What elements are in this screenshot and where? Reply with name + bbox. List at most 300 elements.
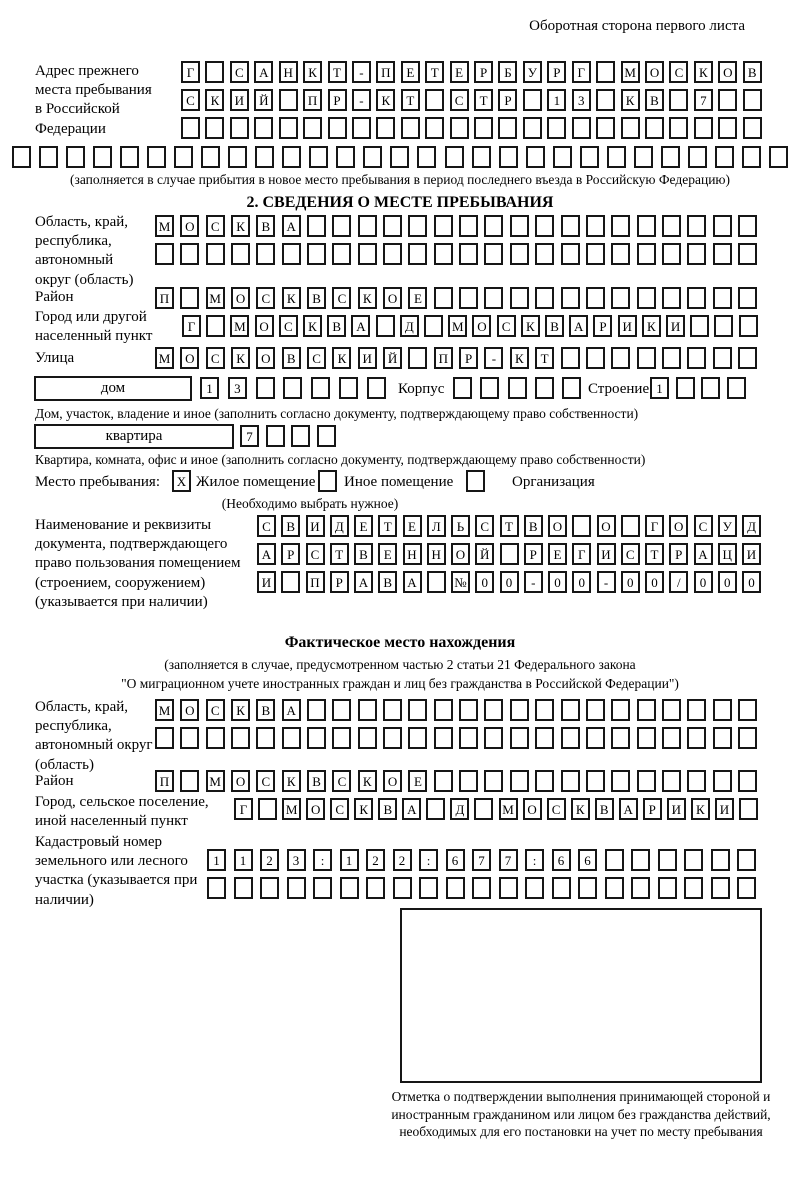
char-box[interactable] xyxy=(718,117,737,139)
char-box[interactable]: 0 xyxy=(475,571,494,593)
char-box[interactable] xyxy=(258,798,277,820)
char-box[interactable]: А xyxy=(282,215,301,237)
char-box[interactable]: О xyxy=(180,215,199,237)
char-box[interactable] xyxy=(637,287,656,309)
char-box[interactable] xyxy=(256,243,275,265)
char-box[interactable] xyxy=(739,798,758,820)
char-box[interactable] xyxy=(738,699,757,721)
char-box[interactable]: 0 xyxy=(572,571,591,593)
char-box[interactable]: О xyxy=(718,61,737,83)
char-box[interactable] xyxy=(662,727,681,749)
char-box[interactable] xyxy=(311,377,330,399)
char-box[interactable] xyxy=(231,727,250,749)
char-box[interactable] xyxy=(12,146,31,168)
char-box[interactable] xyxy=(535,377,554,399)
char-box[interactable]: Р xyxy=(524,543,543,565)
char-box[interactable]: И xyxy=(597,543,616,565)
char-box[interactable] xyxy=(586,347,605,369)
char-box[interactable] xyxy=(688,146,707,168)
char-box[interactable]: Т xyxy=(330,543,349,565)
char-box[interactable] xyxy=(282,727,301,749)
char-box[interactable] xyxy=(255,146,274,168)
char-box[interactable]: П xyxy=(434,347,453,369)
char-box[interactable] xyxy=(287,877,306,899)
char-box[interactable]: Г xyxy=(234,798,253,820)
char-box[interactable] xyxy=(586,287,605,309)
char-box[interactable] xyxy=(611,727,630,749)
char-box[interactable] xyxy=(459,287,478,309)
char-box[interactable]: К xyxy=(376,89,395,111)
char-box[interactable] xyxy=(634,146,653,168)
char-box[interactable] xyxy=(484,243,503,265)
char-box[interactable]: Р xyxy=(498,89,517,111)
char-box[interactable] xyxy=(352,117,371,139)
char-box[interactable] xyxy=(713,727,732,749)
char-box[interactable] xyxy=(363,146,382,168)
char-box[interactable]: - xyxy=(524,571,543,593)
char-box[interactable] xyxy=(234,877,253,899)
char-box[interactable]: Р xyxy=(330,571,349,593)
char-box[interactable]: У xyxy=(523,61,542,83)
char-box[interactable]: - xyxy=(597,571,616,593)
char-box[interactable] xyxy=(572,117,591,139)
char-box[interactable] xyxy=(631,877,650,899)
char-box[interactable] xyxy=(510,770,529,792)
char-box[interactable] xyxy=(552,877,571,899)
char-box[interactable] xyxy=(658,849,677,871)
char-box[interactable] xyxy=(472,877,491,899)
char-box[interactable]: К xyxy=(231,215,250,237)
char-box[interactable] xyxy=(180,243,199,265)
char-box[interactable] xyxy=(155,727,174,749)
char-box[interactable]: С xyxy=(257,515,276,537)
char-box[interactable]: Р xyxy=(328,89,347,111)
char-box[interactable]: М xyxy=(206,770,225,792)
char-box[interactable]: Т xyxy=(474,89,493,111)
char-box[interactable] xyxy=(383,727,402,749)
char-box[interactable]: С xyxy=(206,347,225,369)
char-box[interactable] xyxy=(596,89,615,111)
char-box[interactable] xyxy=(769,146,788,168)
char-box[interactable]: 7 xyxy=(499,849,518,871)
char-box[interactable]: А xyxy=(619,798,638,820)
char-box[interactable]: Н xyxy=(427,543,446,565)
char-box[interactable] xyxy=(523,117,542,139)
char-box[interactable]: К xyxy=(358,287,377,309)
char-box[interactable]: 0 xyxy=(548,571,567,593)
char-box[interactable] xyxy=(669,89,688,111)
char-box[interactable] xyxy=(206,315,225,337)
char-box[interactable]: А xyxy=(569,315,588,337)
char-box[interactable]: Р xyxy=(474,61,493,83)
char-box[interactable] xyxy=(453,377,472,399)
char-box[interactable]: Й xyxy=(475,543,494,565)
char-box[interactable] xyxy=(180,727,199,749)
char-box[interactable] xyxy=(738,347,757,369)
char-box[interactable]: № xyxy=(451,571,470,593)
char-box[interactable]: М xyxy=(621,61,640,83)
char-box[interactable] xyxy=(687,699,706,721)
char-box[interactable]: 2 xyxy=(260,849,279,871)
char-box[interactable]: П xyxy=(306,571,325,593)
char-box[interactable] xyxy=(523,89,542,111)
char-box[interactable]: О xyxy=(255,315,274,337)
char-box[interactable]: 1 xyxy=(650,377,669,399)
char-box[interactable] xyxy=(313,877,332,899)
char-box[interactable]: П xyxy=(155,287,174,309)
char-box[interactable]: К xyxy=(303,61,322,83)
char-box[interactable]: О xyxy=(383,287,402,309)
char-box[interactable] xyxy=(459,215,478,237)
char-box[interactable] xyxy=(484,727,503,749)
char-box[interactable]: С xyxy=(332,770,351,792)
char-box[interactable] xyxy=(687,287,706,309)
char-box[interactable]: Й xyxy=(383,347,402,369)
char-box[interactable] xyxy=(605,849,624,871)
char-box[interactable]: : xyxy=(525,849,544,871)
char-box[interactable] xyxy=(687,243,706,265)
char-box[interactable] xyxy=(742,146,761,168)
char-box[interactable]: Ц xyxy=(718,543,737,565)
char-box[interactable] xyxy=(687,215,706,237)
char-box[interactable]: И xyxy=(618,315,637,337)
char-box[interactable] xyxy=(715,146,734,168)
char-box[interactable]: О xyxy=(645,61,664,83)
stay-type-checkbox-residential[interactable]: X xyxy=(172,470,191,492)
char-box[interactable] xyxy=(684,877,703,899)
char-box[interactable] xyxy=(535,770,554,792)
char-box[interactable] xyxy=(713,215,732,237)
char-box[interactable]: В xyxy=(354,543,373,565)
char-box[interactable] xyxy=(434,727,453,749)
char-box[interactable] xyxy=(459,727,478,749)
char-box[interactable] xyxy=(419,877,438,899)
char-box[interactable]: Т xyxy=(535,347,554,369)
char-box[interactable]: 6 xyxy=(446,849,465,871)
char-box[interactable] xyxy=(279,89,298,111)
char-box[interactable]: М xyxy=(155,215,174,237)
char-box[interactable] xyxy=(500,543,519,565)
char-box[interactable] xyxy=(93,146,112,168)
char-box[interactable] xyxy=(366,877,385,899)
char-box[interactable]: Е xyxy=(401,61,420,83)
char-box[interactable] xyxy=(201,146,220,168)
char-box[interactable] xyxy=(434,699,453,721)
char-box[interactable] xyxy=(535,727,554,749)
char-box[interactable] xyxy=(472,146,491,168)
char-box[interactable] xyxy=(738,287,757,309)
char-box[interactable] xyxy=(307,215,326,237)
char-box[interactable]: И xyxy=(306,515,325,537)
char-box[interactable] xyxy=(645,117,664,139)
char-box[interactable] xyxy=(687,727,706,749)
char-box[interactable] xyxy=(535,699,554,721)
char-box[interactable]: Е xyxy=(354,515,373,537)
char-box[interactable] xyxy=(459,699,478,721)
char-box[interactable] xyxy=(690,315,709,337)
char-box[interactable]: О xyxy=(472,315,491,337)
char-box[interactable] xyxy=(303,117,322,139)
char-box[interactable] xyxy=(358,215,377,237)
char-box[interactable]: О xyxy=(306,798,325,820)
char-box[interactable] xyxy=(510,215,529,237)
char-box[interactable] xyxy=(256,727,275,749)
char-box[interactable]: И xyxy=(667,798,686,820)
char-box[interactable] xyxy=(181,117,200,139)
char-box[interactable] xyxy=(484,699,503,721)
char-box[interactable]: М xyxy=(206,287,225,309)
char-box[interactable]: 0 xyxy=(694,571,713,593)
char-box[interactable]: В xyxy=(307,287,326,309)
char-box[interactable]: С xyxy=(256,287,275,309)
char-box[interactable] xyxy=(408,215,427,237)
char-box[interactable]: А xyxy=(351,315,370,337)
char-box[interactable] xyxy=(281,571,300,593)
char-box[interactable]: 1 xyxy=(340,849,359,871)
char-box[interactable] xyxy=(307,243,326,265)
char-box[interactable]: Е xyxy=(548,543,567,565)
char-box[interactable] xyxy=(605,877,624,899)
char-box[interactable]: М xyxy=(499,798,518,820)
char-box[interactable] xyxy=(586,727,605,749)
char-box[interactable]: Т xyxy=(500,515,519,537)
char-box[interactable]: И xyxy=(257,571,276,593)
char-box[interactable] xyxy=(66,146,85,168)
char-box[interactable] xyxy=(661,146,680,168)
char-box[interactable] xyxy=(637,243,656,265)
char-box[interactable] xyxy=(401,117,420,139)
char-box[interactable]: 0 xyxy=(621,571,640,593)
char-box[interactable] xyxy=(611,215,630,237)
char-box[interactable]: С xyxy=(256,770,275,792)
char-box[interactable]: К xyxy=(282,287,301,309)
stay-type-checkbox-organization[interactable] xyxy=(466,470,485,492)
char-box[interactable] xyxy=(408,727,427,749)
char-box[interactable] xyxy=(738,727,757,749)
char-box[interactable] xyxy=(637,215,656,237)
char-box[interactable] xyxy=(279,117,298,139)
char-box[interactable] xyxy=(332,699,351,721)
char-box[interactable]: О xyxy=(231,287,250,309)
char-box[interactable]: Т xyxy=(378,515,397,537)
char-box[interactable]: О xyxy=(180,347,199,369)
char-box[interactable] xyxy=(474,117,493,139)
char-box[interactable] xyxy=(510,243,529,265)
char-box[interactable]: К xyxy=(231,699,250,721)
char-box[interactable] xyxy=(713,699,732,721)
char-box[interactable]: С xyxy=(230,61,249,83)
char-box[interactable] xyxy=(383,243,402,265)
char-box[interactable] xyxy=(383,699,402,721)
char-box[interactable] xyxy=(662,287,681,309)
char-box[interactable] xyxy=(266,425,285,447)
char-box[interactable]: В xyxy=(378,798,397,820)
char-box[interactable] xyxy=(727,377,746,399)
char-box[interactable] xyxy=(180,770,199,792)
char-box[interactable] xyxy=(561,287,580,309)
char-box[interactable]: И xyxy=(230,89,249,111)
char-box[interactable] xyxy=(206,243,225,265)
char-box[interactable] xyxy=(307,727,326,749)
char-box[interactable] xyxy=(205,61,224,83)
char-box[interactable] xyxy=(743,89,762,111)
char-box[interactable] xyxy=(662,347,681,369)
char-box[interactable]: 0 xyxy=(500,571,519,593)
char-box[interactable]: С xyxy=(694,515,713,537)
char-box[interactable]: С xyxy=(206,215,225,237)
char-box[interactable] xyxy=(713,347,732,369)
char-box[interactable] xyxy=(562,377,581,399)
char-box[interactable] xyxy=(508,377,527,399)
char-box[interactable]: С xyxy=(279,315,298,337)
char-box[interactable] xyxy=(231,243,250,265)
char-box[interactable]: М xyxy=(448,315,467,337)
char-box[interactable] xyxy=(358,699,377,721)
char-box[interactable] xyxy=(547,117,566,139)
char-box[interactable] xyxy=(658,877,677,899)
char-box[interactable]: В xyxy=(256,215,275,237)
char-box[interactable]: С xyxy=(669,61,688,83)
char-box[interactable] xyxy=(718,89,737,111)
char-box[interactable]: О xyxy=(597,515,616,537)
char-box[interactable] xyxy=(701,377,720,399)
char-box[interactable] xyxy=(260,877,279,899)
char-box[interactable]: С xyxy=(450,89,469,111)
char-box[interactable] xyxy=(434,215,453,237)
char-box[interactable] xyxy=(561,347,580,369)
char-box[interactable]: С xyxy=(181,89,200,111)
stay-type-checkbox-other-premises[interactable] xyxy=(318,470,337,492)
char-box[interactable]: Д xyxy=(400,315,419,337)
char-box[interactable] xyxy=(120,146,139,168)
char-box[interactable]: К xyxy=(358,770,377,792)
char-box[interactable] xyxy=(459,243,478,265)
char-box[interactable]: С xyxy=(330,798,349,820)
char-box[interactable]: Г xyxy=(182,315,201,337)
char-box[interactable] xyxy=(230,117,249,139)
char-box[interactable]: В xyxy=(256,699,275,721)
char-box[interactable] xyxy=(510,699,529,721)
char-box[interactable]: 0 xyxy=(645,571,664,593)
char-box[interactable] xyxy=(427,571,446,593)
char-box[interactable] xyxy=(358,243,377,265)
char-box[interactable] xyxy=(586,215,605,237)
char-box[interactable] xyxy=(637,699,656,721)
char-box[interactable] xyxy=(535,287,554,309)
char-box[interactable]: 1 xyxy=(207,849,226,871)
char-box[interactable]: 6 xyxy=(578,849,597,871)
char-box[interactable]: А xyxy=(257,543,276,565)
char-box[interactable] xyxy=(499,877,518,899)
char-box[interactable] xyxy=(596,117,615,139)
char-box[interactable]: Н xyxy=(279,61,298,83)
char-box[interactable] xyxy=(206,727,225,749)
char-box[interactable]: Р xyxy=(669,543,688,565)
char-box[interactable]: В xyxy=(524,515,543,537)
char-box[interactable]: Е xyxy=(450,61,469,83)
char-box[interactable] xyxy=(498,117,517,139)
char-box[interactable]: К xyxy=(354,798,373,820)
char-box[interactable] xyxy=(484,215,503,237)
char-box[interactable] xyxy=(611,770,630,792)
char-box[interactable] xyxy=(459,770,478,792)
char-box[interactable] xyxy=(676,377,695,399)
char-box[interactable] xyxy=(561,699,580,721)
char-box[interactable] xyxy=(637,727,656,749)
char-box[interactable] xyxy=(426,798,445,820)
char-box[interactable] xyxy=(561,770,580,792)
char-box[interactable]: Е xyxy=(408,287,427,309)
char-box[interactable] xyxy=(631,849,650,871)
char-box[interactable]: О xyxy=(180,699,199,721)
char-box[interactable]: В xyxy=(595,798,614,820)
char-box[interactable] xyxy=(474,798,493,820)
char-box[interactable]: И xyxy=(666,315,685,337)
char-box[interactable] xyxy=(425,89,444,111)
char-box[interactable]: С xyxy=(332,287,351,309)
char-box[interactable] xyxy=(662,243,681,265)
char-box[interactable]: В xyxy=(545,315,564,337)
char-box[interactable]: Р xyxy=(459,347,478,369)
char-box[interactable]: К xyxy=(521,315,540,337)
char-box[interactable]: Е xyxy=(408,770,427,792)
char-box[interactable]: П xyxy=(376,61,395,83)
char-box[interactable] xyxy=(408,347,427,369)
char-box[interactable] xyxy=(607,146,626,168)
char-box[interactable] xyxy=(480,377,499,399)
char-box[interactable] xyxy=(336,146,355,168)
char-box[interactable]: С xyxy=(307,347,326,369)
char-box[interactable] xyxy=(332,727,351,749)
char-box[interactable]: : xyxy=(313,849,332,871)
char-box[interactable]: А xyxy=(694,543,713,565)
char-box[interactable] xyxy=(147,146,166,168)
char-box[interactable]: Г xyxy=(572,61,591,83)
char-box[interactable]: И xyxy=(358,347,377,369)
char-box[interactable]: К xyxy=(621,89,640,111)
char-box[interactable] xyxy=(572,515,591,537)
char-box[interactable] xyxy=(586,770,605,792)
char-box[interactable]: В xyxy=(327,315,346,337)
char-box[interactable] xyxy=(510,287,529,309)
char-box[interactable] xyxy=(291,425,310,447)
char-box[interactable] xyxy=(425,117,444,139)
char-box[interactable] xyxy=(535,215,554,237)
char-box[interactable] xyxy=(307,699,326,721)
char-box[interactable] xyxy=(393,877,412,899)
char-box[interactable] xyxy=(738,243,757,265)
char-box[interactable]: О xyxy=(451,543,470,565)
char-box[interactable]: 1 xyxy=(234,849,253,871)
char-box[interactable] xyxy=(687,347,706,369)
char-box[interactable] xyxy=(339,377,358,399)
char-box[interactable] xyxy=(484,770,503,792)
char-box[interactable] xyxy=(743,117,762,139)
char-box[interactable] xyxy=(694,117,713,139)
char-box[interactable]: К xyxy=(303,315,322,337)
char-box[interactable]: Г xyxy=(572,543,591,565)
char-box[interactable] xyxy=(525,877,544,899)
char-box[interactable] xyxy=(499,146,518,168)
char-box[interactable] xyxy=(586,243,605,265)
char-box[interactable] xyxy=(358,727,377,749)
char-box[interactable] xyxy=(662,215,681,237)
char-box[interactable]: 2 xyxy=(366,849,385,871)
char-box[interactable] xyxy=(408,699,427,721)
char-box[interactable]: В xyxy=(281,515,300,537)
char-box[interactable] xyxy=(662,699,681,721)
char-box[interactable] xyxy=(611,243,630,265)
